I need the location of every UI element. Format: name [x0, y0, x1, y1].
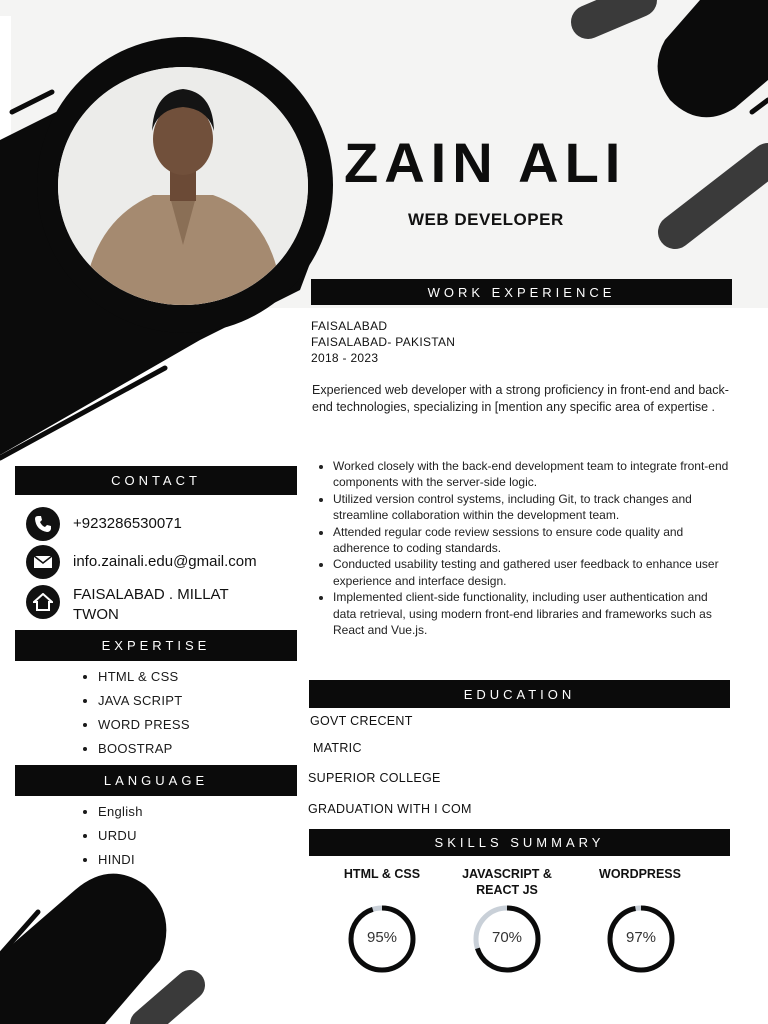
contact-address-row [26, 585, 60, 619]
language-heading: LANGUAGE [15, 765, 297, 796]
list-item: • HTML & CSS [98, 665, 190, 689]
list-item: • JAVA SCRIPT [98, 689, 190, 713]
work-experience-heading: WORK EXPERIENCE [311, 279, 732, 305]
list-item: • Implemented client-side functionality, including user authentication and data retrieval, using modern front-end libraries and frameworks such as React and Vue.js. [333, 589, 733, 638]
profile-photo [58, 67, 308, 305]
contact-address: FAISALABAD . MILLAT TWON [73, 586, 229, 623]
home-icon [26, 585, 60, 619]
education-level: MATRIC [313, 741, 362, 755]
list-item: • Conducted usability testing and gathered user feedback to enhance user experience and interface design. [333, 556, 733, 589]
list-item: • URDU [98, 824, 143, 848]
list-item: • BOOSTRAP [98, 737, 190, 761]
email-icon [26, 545, 60, 579]
list-item: • WORD PRESS [98, 713, 190, 737]
expertise-heading: EXPERTISE [15, 630, 297, 661]
contact-phone-row [26, 507, 60, 541]
list-item: • English [98, 800, 143, 824]
list-item: • Attended regular code review sessions to ensure code quality and adherence to coding standards. [333, 524, 733, 557]
skill-label: JAVASCRIPT & REACT JS [462, 867, 552, 897]
job-description: Experienced web developer with a strong proficiency in front-end and back-end technologies, specializing in [mention any specific area of expertise . [312, 383, 729, 414]
skills-summary-heading: SKILLS SUMMARY [309, 829, 730, 856]
job-title: WEB DEVELOPER [408, 210, 564, 229]
skill-label: WORDPRESS [599, 867, 681, 881]
contact-phone[interactable]: +923286530071 [73, 515, 182, 532]
skill-value: 70% [491, 929, 523, 946]
education-school: GOVT CRECENT [310, 714, 413, 728]
list-item: • HINDI [98, 848, 143, 872]
job-location: FAISALABAD- PAKISTAN [311, 335, 456, 349]
list-item: • Worked closely with the back-end development team to integrate front-end components with the server-side logic. [333, 458, 733, 491]
skill-label: HTML & CSS [343, 867, 421, 881]
job-meta [311, 318, 455, 366]
contact-email[interactable]: info.zainali.edu@gmail.com [73, 553, 257, 570]
language-list [80, 800, 143, 872]
person-name: ZAIN ALI [344, 131, 627, 194]
education-degree: GRADUATION WITH I COM [308, 802, 472, 816]
skill-value: 95% [366, 929, 398, 946]
contact-heading: CONTACT [15, 466, 297, 495]
job-bullets [315, 458, 733, 638]
list-item: • Utilized version control systems, including Git, to track changes and streamline collaboration within the development team. [333, 491, 733, 524]
education-heading: EDUCATION [309, 680, 730, 708]
contact-email-row [26, 545, 60, 579]
job-years: 2018 - 2023 [311, 351, 379, 365]
skill-value: 97% [625, 929, 657, 946]
expertise-list [80, 665, 190, 761]
education-college: SUPERIOR COLLEGE [308, 771, 441, 785]
phone-icon [26, 507, 60, 541]
person-avatar-icon [58, 67, 308, 305]
job-city: FAISALABAD [311, 319, 388, 333]
